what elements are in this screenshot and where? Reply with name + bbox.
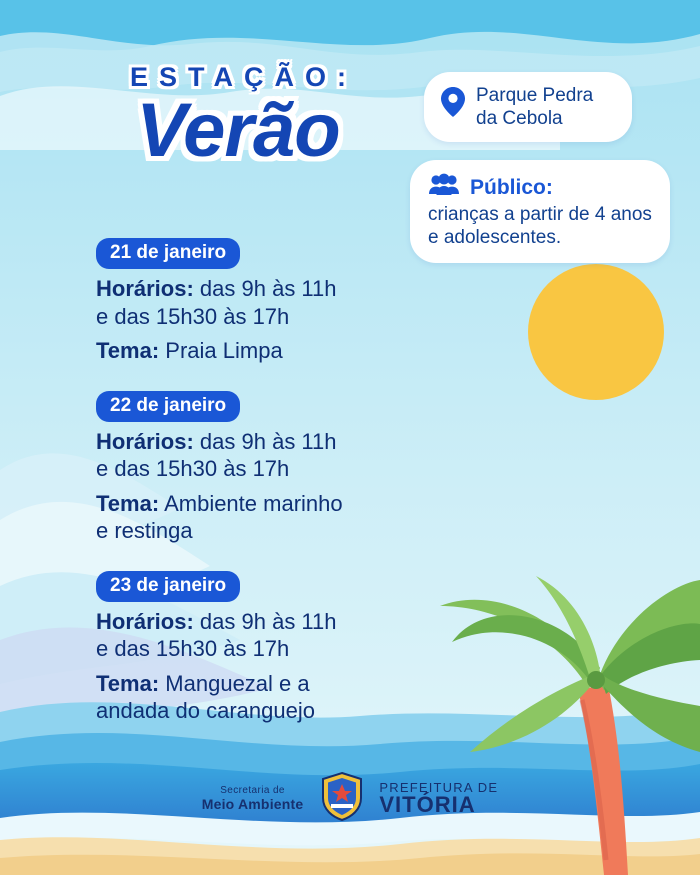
theme-value-2: andada do caranguejo bbox=[96, 698, 315, 723]
schedule-day bbox=[96, 571, 496, 725]
day-date-badge: 23 de janeiro bbox=[96, 571, 240, 602]
day-theme bbox=[96, 337, 496, 365]
title-kicker: ESTAÇÃO: bbox=[130, 62, 357, 92]
vitoria-coat-of-arms-icon bbox=[317, 770, 367, 827]
theme-label: Tema: bbox=[96, 338, 160, 363]
day-theme bbox=[96, 490, 496, 545]
public-text: crianças a partir de 4 anos e adolescentes. bbox=[428, 204, 652, 249]
theme-value: Praia Limpa bbox=[165, 338, 283, 363]
secretaria-line-1: Secretaria de bbox=[220, 785, 285, 796]
place-text: Parque Pedra da Cebola bbox=[476, 85, 594, 130]
schedule-day bbox=[96, 238, 496, 365]
hours-value-2: e das 15h30 às 17h bbox=[96, 636, 290, 661]
day-hours bbox=[96, 275, 496, 330]
secretaria-logo bbox=[202, 785, 304, 812]
theme-value: Manguezal e a bbox=[165, 670, 310, 696]
hours-value: das 9h às 11h bbox=[199, 276, 337, 301]
hours-label: Horários: bbox=[96, 608, 194, 634]
public-label: Público: bbox=[470, 175, 553, 199]
title-main: Verão bbox=[136, 88, 340, 173]
hours-value-2: e das 15h30 às 17h bbox=[96, 456, 290, 481]
prefeitura-line-1: PREFEITURA DE bbox=[379, 780, 499, 795]
hours-value: das 9h às 11h bbox=[199, 608, 337, 634]
people-group-icon bbox=[428, 173, 460, 202]
hours-label: Horários: bbox=[96, 428, 194, 454]
day-hours bbox=[96, 428, 496, 483]
place-card bbox=[424, 72, 632, 142]
location-pin-icon bbox=[440, 86, 466, 123]
public-header bbox=[428, 173, 656, 202]
theme-label: Tema: bbox=[96, 670, 160, 696]
hours-value: das 9h às 11h bbox=[199, 428, 337, 454]
theme-value-2: e restinga bbox=[96, 518, 193, 543]
day-date-badge: 21 de janeiro bbox=[96, 238, 240, 269]
schedule-day bbox=[96, 391, 496, 545]
theme-value: Ambiente marinho bbox=[164, 490, 343, 516]
prefeitura-logo bbox=[379, 781, 498, 816]
day-hours bbox=[96, 608, 496, 663]
schedule-list bbox=[96, 238, 496, 751]
hours-value-2: e das 15h30 às 17h bbox=[96, 303, 290, 329]
poster-title bbox=[78, 62, 398, 173]
day-theme bbox=[96, 670, 496, 725]
secretaria-line-2: Meio Ambiente bbox=[201, 796, 304, 812]
day-date-badge: 22 de janeiro bbox=[96, 391, 240, 422]
prefeitura-line-2: VITÓRIA bbox=[379, 792, 476, 817]
footer-logos bbox=[0, 770, 700, 827]
hours-label: Horários: bbox=[96, 276, 194, 301]
theme-label: Tema: bbox=[96, 490, 160, 516]
